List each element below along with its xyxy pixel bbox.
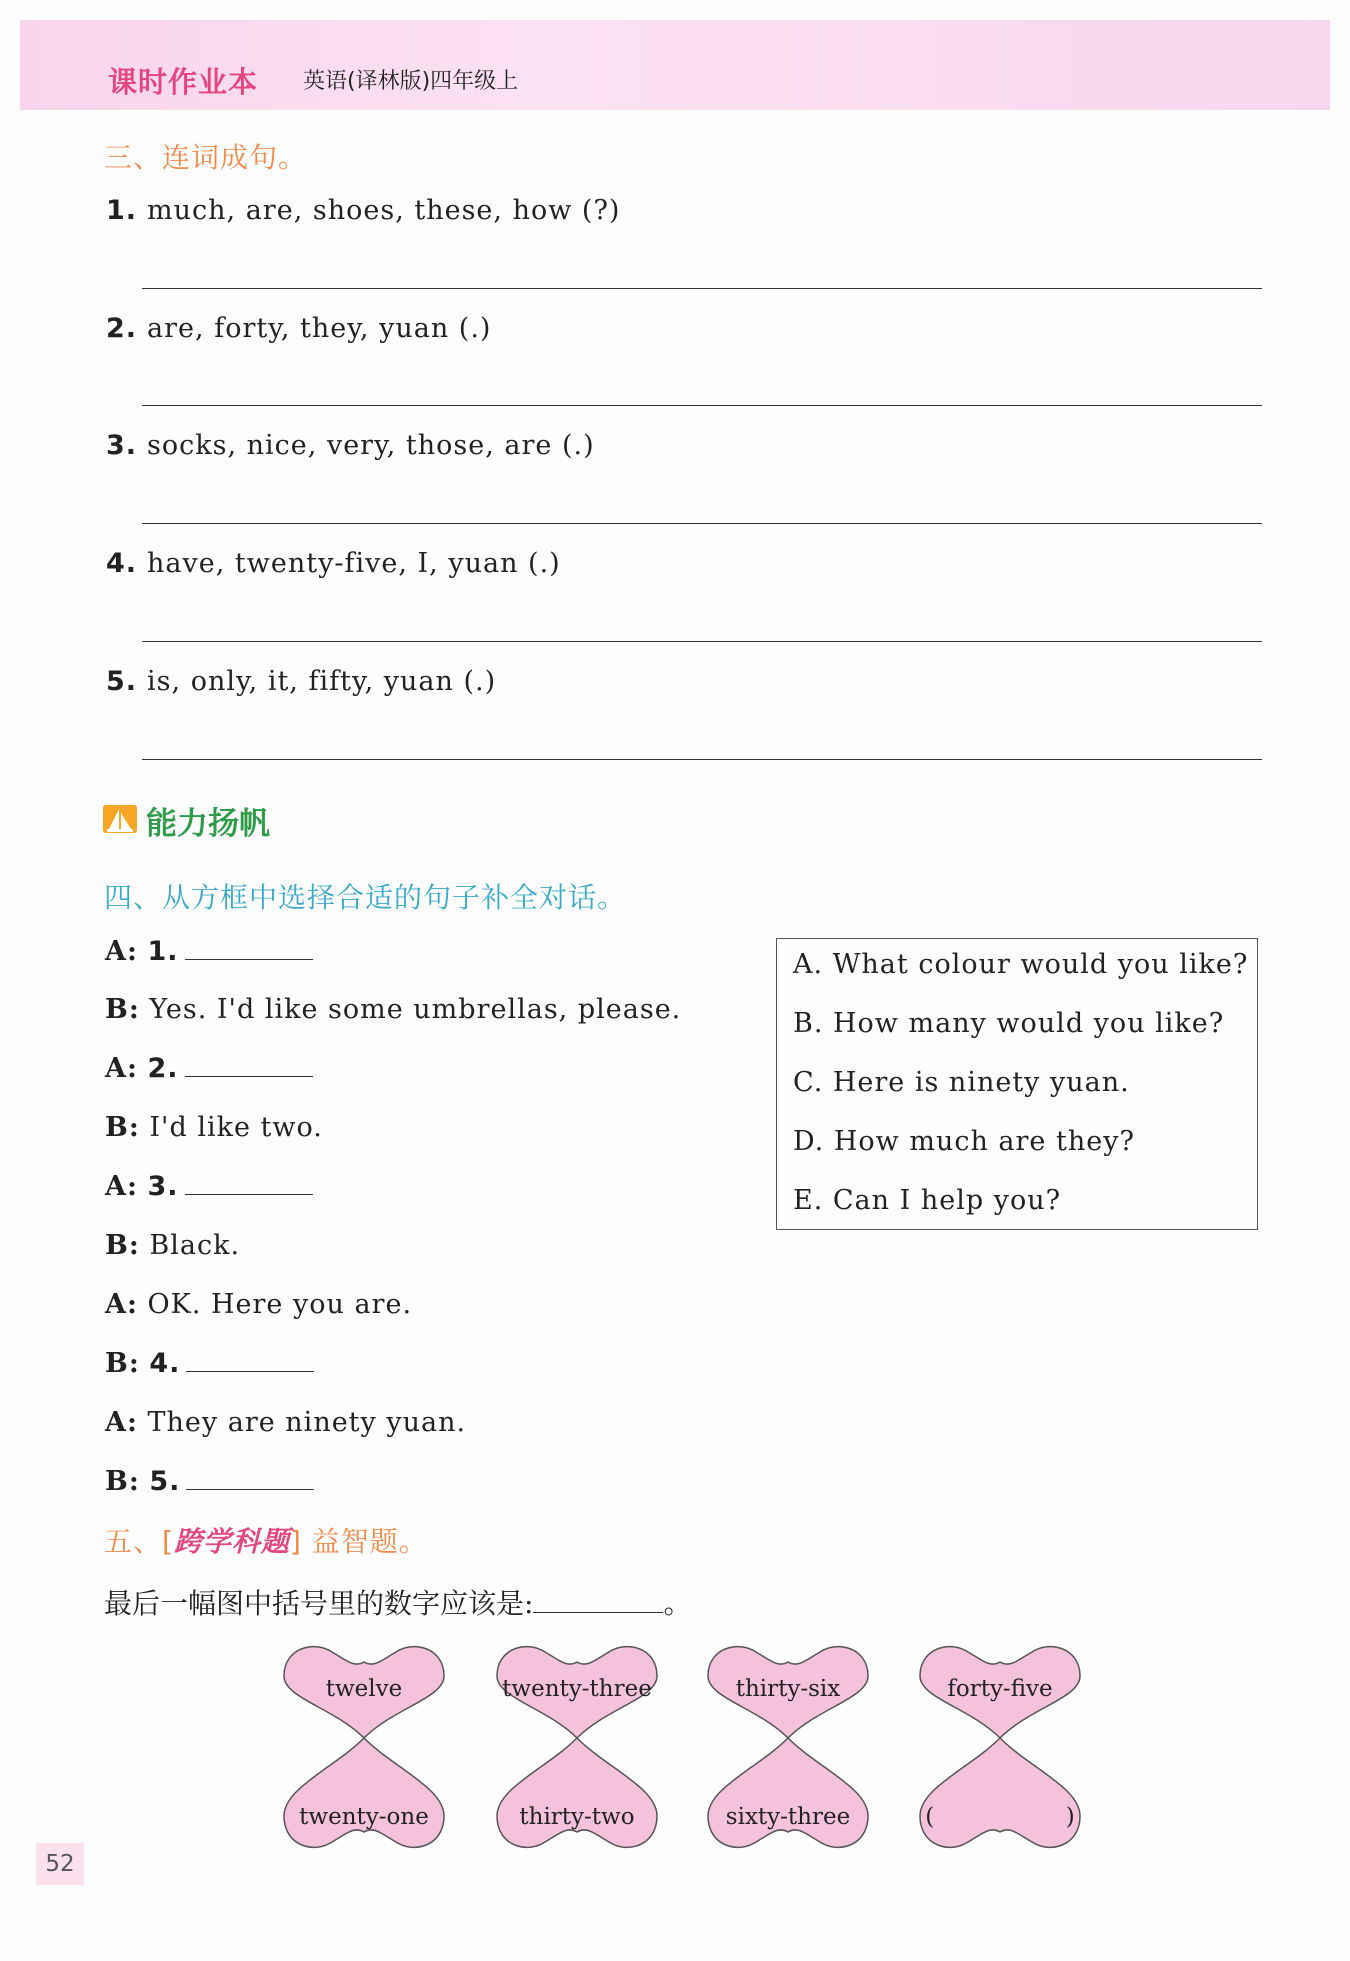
dialogue-line-1 [105, 936, 313, 967]
question-text: socks, nice, very, those, are (.) [147, 430, 595, 461]
options-box [776, 938, 1258, 1230]
speaker-label: A: [105, 936, 138, 967]
question-number: 2. [106, 313, 138, 344]
dialogue-text: Black. [149, 1230, 241, 1261]
speaker-label: A: [105, 1053, 138, 1084]
speaker-label: B: [105, 994, 140, 1025]
question-number: 1. [106, 195, 138, 226]
section5-title-suffix: ] 益智题。 [289, 1525, 428, 1558]
dialogue-line-6 [105, 1230, 240, 1261]
answer-line-1[interactable] [142, 288, 1262, 289]
question-4 [106, 548, 561, 579]
dialogue-blank[interactable] [186, 1349, 314, 1372]
speaker-label: A: [105, 1407, 138, 1438]
ability-heading: 能力扬帆 [146, 806, 270, 842]
puzzle-question-text: 最后一幅图中括号里的数字应该是: [104, 1587, 534, 1620]
option-b: B. How many would you like? [793, 1008, 1225, 1039]
heart-bottom-label: sixty-three [725, 1804, 851, 1830]
speaker-label: A: [105, 1171, 138, 1202]
puzzle-question-end: 。 [663, 1587, 692, 1620]
question-5 [106, 666, 496, 697]
question-2 [106, 313, 491, 344]
cross-subject-tag: 跨学科题 [173, 1525, 290, 1558]
blank-number: 4. [149, 1348, 181, 1379]
page-number: 52 [36, 1843, 84, 1885]
book-subtitle: 英语(译林版)四年级上 [303, 69, 519, 94]
heart-pair-1 [274, 1638, 454, 1858]
question-text: have, twenty-five, I, yuan (.) [147, 548, 561, 579]
brand-title: 课时作业本 [108, 65, 259, 99]
section5-title [104, 1520, 428, 1560]
heart-pair-2 [487, 1638, 667, 1858]
section3-title: 三、连词成句。 [104, 141, 308, 174]
heart-top-label: twelve [325, 1676, 403, 1702]
speaker-label: B: [105, 1112, 140, 1143]
option-a: A. What colour would you like? [793, 949, 1249, 980]
dialogue-blank[interactable] [186, 1467, 314, 1490]
dialogue-blank[interactable] [185, 937, 313, 960]
dialogue-blank[interactable] [185, 1172, 313, 1195]
answer-line-2[interactable] [142, 405, 1262, 406]
dialogue-line-9 [105, 1407, 466, 1438]
blank-number: 3. [147, 1171, 179, 1202]
dialogue-text: They are ninety yuan. [147, 1407, 467, 1438]
puzzle-question [104, 1582, 691, 1622]
speaker-label: B: [105, 1466, 140, 1497]
dialogue-text: I'd like two. [149, 1112, 323, 1143]
heart-pair-4 [910, 1638, 1090, 1858]
question-text: much, are, shoes, these, how (?) [147, 195, 621, 226]
section4-title: 四、从方框中选择合适的句子补全对话。 [104, 881, 627, 914]
question-number: 4. [106, 548, 138, 579]
sail-icon [103, 803, 137, 835]
option-e: E. Can I help you? [793, 1185, 1062, 1216]
dialogue-line-8 [105, 1348, 314, 1379]
dialogue-line-5 [105, 1171, 313, 1202]
speaker-label: B: [105, 1348, 140, 1379]
puzzle-answer-blank[interactable] [533, 1586, 663, 1613]
blank-number: 1. [147, 936, 179, 967]
dialogue-line-4 [105, 1112, 323, 1143]
heart-answer-slot[interactable]: ( ) [925, 1804, 1075, 1830]
heart-top-label: twenty-three [502, 1676, 652, 1702]
dialogue-line-2 [105, 994, 681, 1025]
heart-bottom-label: thirty-two [519, 1804, 635, 1830]
question-number: 5. [106, 666, 138, 697]
question-text: are, forty, they, yuan (.) [147, 313, 492, 344]
question-1 [106, 195, 620, 226]
speaker-label: A: [105, 1289, 138, 1320]
heart-top-label: thirty-six [735, 1676, 841, 1702]
option-c: C. Here is ninety yuan. [793, 1067, 1130, 1098]
dialogue-text: Yes. I'd like some umbrellas, please. [149, 994, 682, 1025]
option-d: D. How much are they? [793, 1126, 1135, 1157]
heart-bottom-label: twenty-one [299, 1804, 429, 1830]
heart-pair-3 [698, 1638, 878, 1858]
dialogue-text: OK. Here you are. [147, 1289, 413, 1320]
blank-number: 2. [147, 1053, 179, 1084]
blank-number: 5. [149, 1466, 181, 1497]
question-text: is, only, it, fifty, yuan (.) [147, 666, 497, 697]
dialogue-line-10 [105, 1466, 314, 1497]
answer-line-5[interactable] [142, 759, 1262, 760]
heart-top-label: forty-five [947, 1676, 1053, 1702]
dialogue-line-7 [105, 1289, 412, 1320]
dialogue-line-3 [105, 1053, 313, 1084]
speaker-label: B: [105, 1230, 140, 1261]
dialogue-blank[interactable] [185, 1054, 313, 1077]
question-number: 3. [106, 430, 138, 461]
section5-title-prefix: 五、[ [104, 1525, 174, 1558]
answer-line-3[interactable] [142, 523, 1262, 524]
answer-line-4[interactable] [142, 641, 1262, 642]
question-3 [106, 430, 595, 461]
